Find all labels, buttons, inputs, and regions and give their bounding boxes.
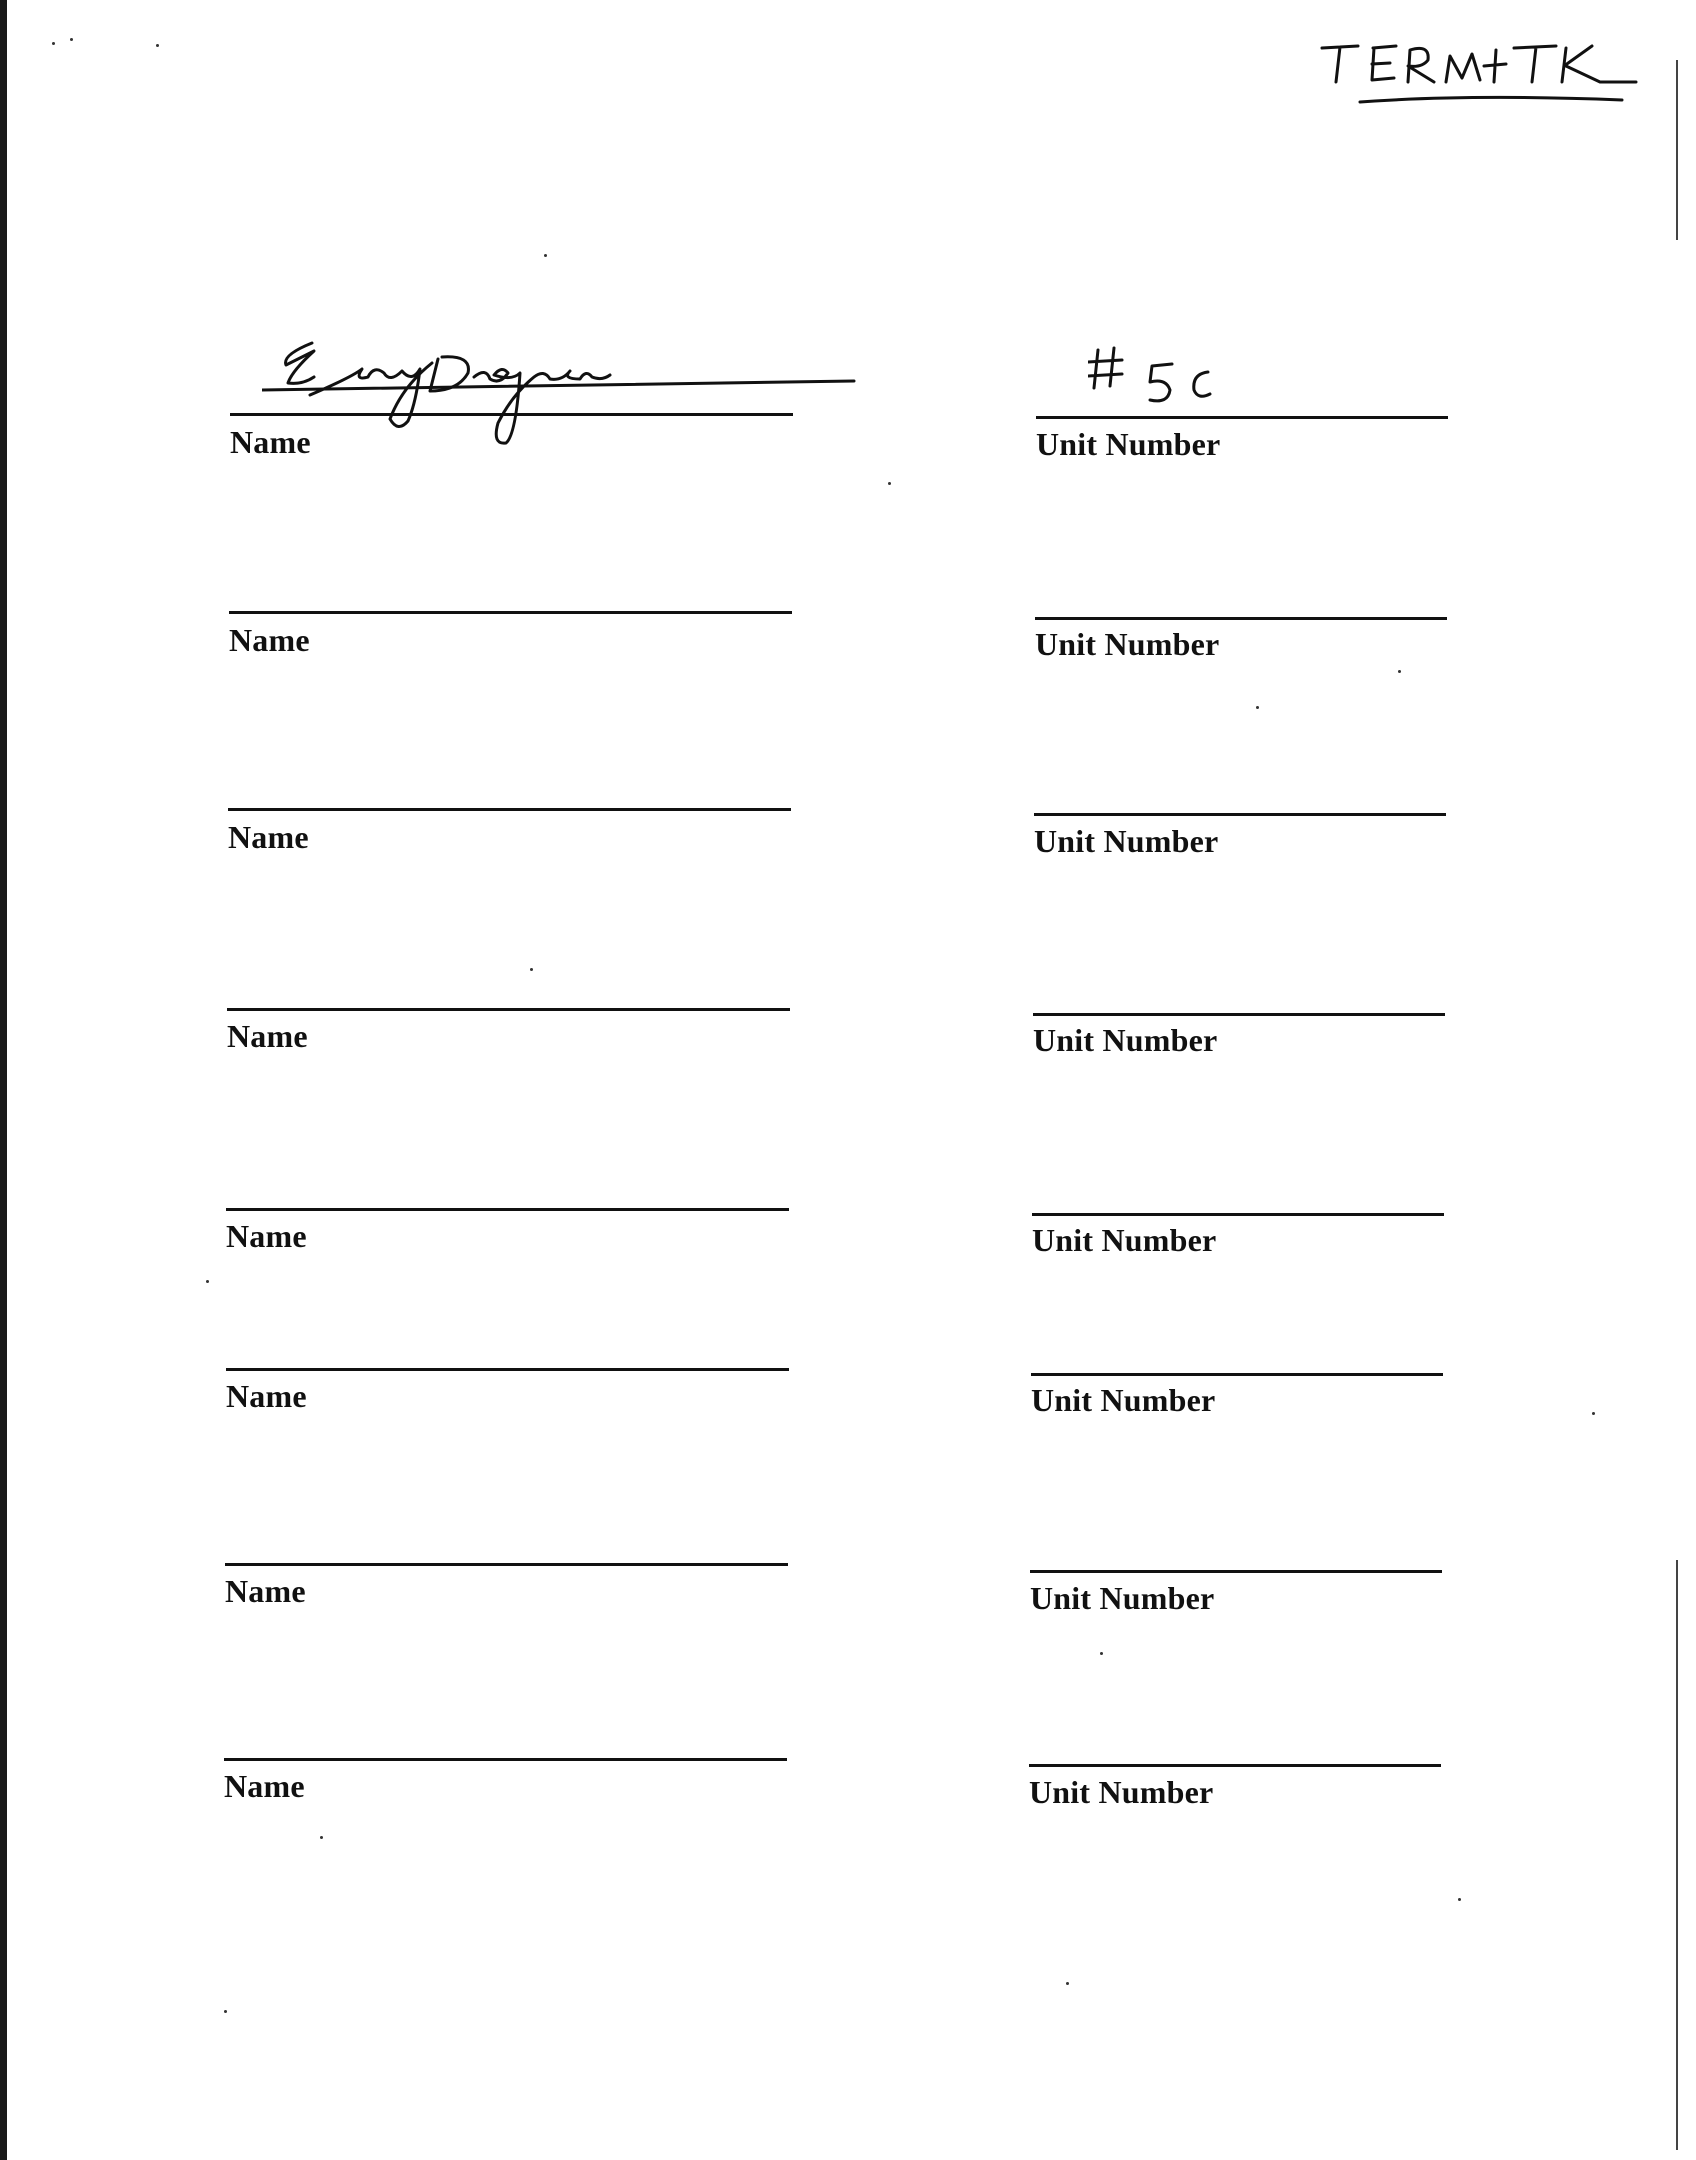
name-line-1[interactable] xyxy=(230,413,793,416)
handwritten-header-note xyxy=(1300,20,1680,120)
scan-speck xyxy=(1100,1652,1103,1655)
scan-right-edge-lower xyxy=(1676,1560,1678,2150)
name-line-5[interactable] xyxy=(226,1208,789,1211)
scan-speck xyxy=(70,38,73,41)
scan-speck xyxy=(224,2010,227,2013)
name-label-5: Name xyxy=(226,1218,307,1254)
signature-graphic xyxy=(262,325,862,455)
name-line-8[interactable] xyxy=(224,1758,787,1761)
unit-label-4: Unit Number xyxy=(1033,1022,1218,1058)
unit-line-6[interactable] xyxy=(1031,1373,1443,1376)
name-label-2: Name xyxy=(229,622,310,658)
scan-speck xyxy=(156,44,159,47)
unit-label-8: Unit Number xyxy=(1029,1774,1214,1810)
scan-speck xyxy=(1398,670,1401,673)
name-line-3[interactable] xyxy=(228,808,791,811)
unit-line-3[interactable] xyxy=(1034,813,1446,816)
scan-speck xyxy=(1592,1412,1595,1415)
name-label-3: Name xyxy=(228,819,309,855)
name-line-7[interactable] xyxy=(225,1563,788,1566)
unit-label-2: Unit Number xyxy=(1035,626,1220,662)
scan-left-edge xyxy=(0,0,7,2160)
scan-speck xyxy=(52,42,55,45)
scan-speck xyxy=(1066,1982,1069,1985)
name-label-6: Name xyxy=(226,1378,307,1414)
name-label-1: Name xyxy=(230,424,311,460)
name-line-6[interactable] xyxy=(226,1368,789,1371)
scan-speck xyxy=(320,1836,323,1839)
unit-label-6: Unit Number xyxy=(1031,1382,1216,1418)
unit-label-3: Unit Number xyxy=(1034,823,1219,859)
unit-line-2[interactable] xyxy=(1035,617,1447,620)
unit-line-8[interactable] xyxy=(1029,1764,1441,1767)
scan-speck xyxy=(530,968,533,971)
handwritten-note-graphic xyxy=(1300,20,1680,120)
scan-speck xyxy=(1256,706,1259,709)
signature-tracy-wagener xyxy=(262,325,862,455)
unit-line-5[interactable] xyxy=(1032,1213,1444,1216)
unit-label-1: Unit Number xyxy=(1036,426,1221,462)
scan-speck xyxy=(544,254,547,257)
unit-line-1[interactable] xyxy=(1036,416,1448,419)
scan-speck xyxy=(206,1280,209,1283)
name-line-4[interactable] xyxy=(227,1008,790,1011)
unit-line-4[interactable] xyxy=(1033,1013,1445,1016)
name-line-2[interactable] xyxy=(229,611,792,614)
unit-label-7: Unit Number xyxy=(1030,1580,1215,1616)
scan-speck xyxy=(1458,1898,1461,1901)
name-label-8: Name xyxy=(224,1768,305,1804)
name-label-4: Name xyxy=(227,1018,308,1054)
name-label-7: Name xyxy=(225,1573,306,1609)
scan-speck xyxy=(888,482,891,485)
handwritten-unit-number xyxy=(1088,338,1248,418)
unit-label-5: Unit Number xyxy=(1032,1222,1217,1258)
unit-number-graphic xyxy=(1088,338,1248,418)
unit-line-7[interactable] xyxy=(1030,1570,1442,1573)
